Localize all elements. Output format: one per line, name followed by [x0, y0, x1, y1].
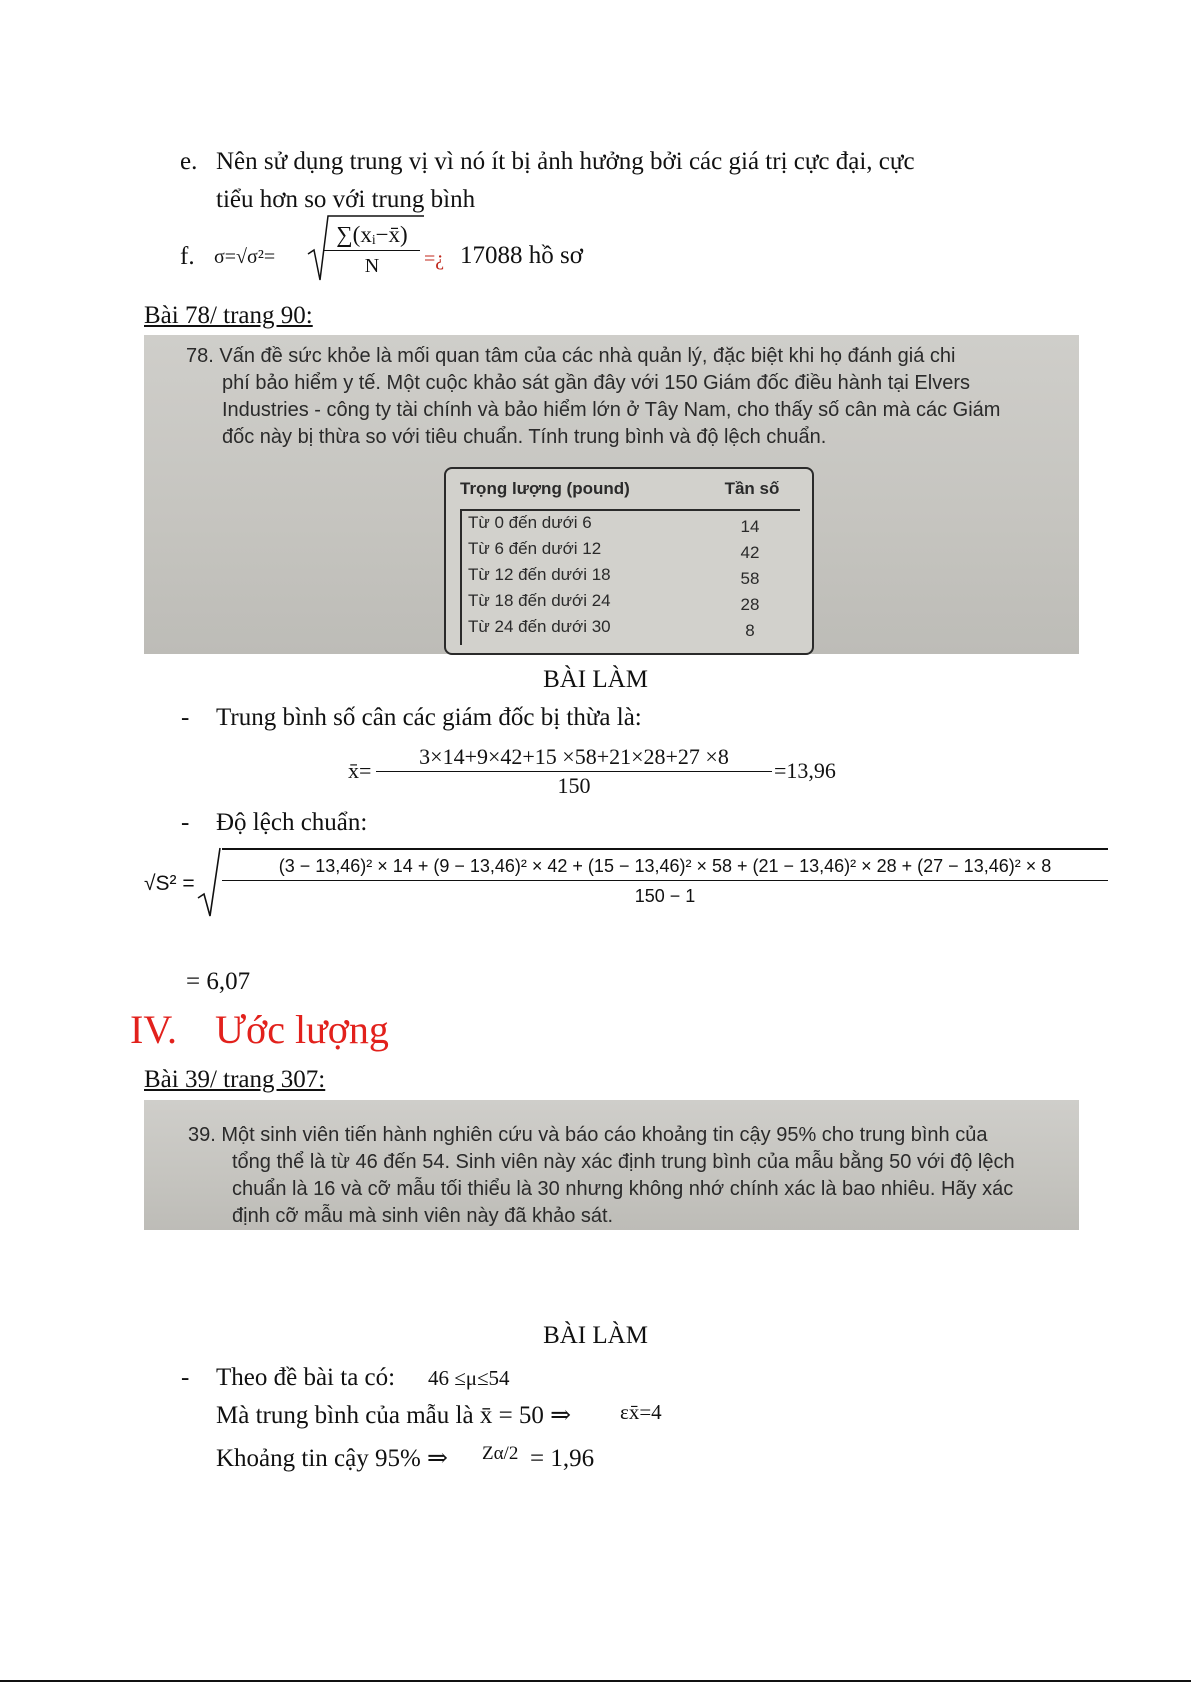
mean-fraction [376, 744, 772, 799]
mean-lhs: x̄= [348, 758, 372, 783]
sd-radical-hook [196, 846, 222, 918]
sigma-result: 17088 hồ sơ [460, 242, 583, 269]
ex39-photo-line4: định cỡ mẫu mà sinh viên này đã khảo sát. [232, 1205, 614, 1227]
item-e-marker: e. [180, 148, 198, 175]
table-row-range: Từ 6 đến dưới 12 [468, 539, 602, 558]
sd-fraction [222, 856, 1108, 907]
table-row-freq: 14 [740, 517, 760, 536]
ex78-sd-intro: Độ lệch chuẩn: [216, 809, 368, 836]
sigma-fraction [324, 222, 420, 278]
mean-denominator: 150 [557, 773, 591, 798]
sigma-denominator: N [364, 255, 380, 277]
table-row-freq: 58 [740, 569, 760, 588]
sigma-equals: =¿ [424, 248, 445, 270]
table-row-freq: 42 [740, 543, 760, 562]
ex78-mean-intro: Trung bình số cân các giám đốc bị thừa là: [216, 704, 642, 731]
item-e-line2: tiểu hơn so với trung bình [216, 186, 476, 213]
ex39-line1-math: 46 ≤μ≤54 [428, 1366, 510, 1390]
table-row-freq: 28 [740, 595, 760, 614]
ex78-solution-title: BÀI LÀM [543, 666, 648, 693]
section-numeral: IV. [130, 1007, 178, 1052]
table-header-frequency: Tần số [724, 479, 780, 498]
ex78-heading: Bài 78/ trang 90: [144, 302, 313, 329]
ex39-solution-title: BÀI LÀM [543, 1322, 648, 1349]
ex78-photo-line4: đốc này bị thừa so với tiêu chuẩn. Tính trung bình và độ lệch chuẩn. [222, 426, 827, 448]
bullet-dash: - [181, 704, 190, 731]
bullet-dash: - [181, 809, 190, 836]
sd-radical-bar [222, 848, 1108, 850]
sd-denominator: 150 − 1 [634, 886, 696, 906]
table-row [460, 617, 800, 643]
sigma-formula-left: σ=√σ²= [214, 246, 276, 268]
table-row [460, 565, 800, 591]
table-row-range: Từ 12 đến dưới 18 [468, 565, 611, 584]
ex78-photo-line2: phí bảo hiểm y tế. Một cuộc khảo sát gần đây với 150 Giám đốc điều hành tại Elvers [222, 372, 970, 394]
ex39-photo-line3: chuẩn là 16 và cỡ mẫu tối thiểu là 30 nhưng không nhớ chính xác là bao nhiêu. Hãy xác [232, 1178, 1014, 1200]
table-row [460, 539, 800, 565]
ex39-problem-photo [144, 1100, 1079, 1230]
weight-frequency-table [444, 467, 814, 655]
ex78-photo-line1: 78. Vấn đề sức khỏe là mối quan tâm của các nhà quản lý, đặc biệt khi họ đánh giá chi [186, 345, 956, 367]
ex39-line3-z: Zα/2 [482, 1443, 519, 1464]
section-title: Ước lượng [215, 1007, 389, 1052]
sd-lhs: √S² = [144, 872, 195, 895]
table-header [460, 479, 800, 507]
sd-result: = 6,07 [186, 968, 251, 995]
table-row [460, 513, 800, 539]
sigma-numerator: ∑(xᵢ−x̄) [324, 222, 420, 251]
item-e-line1: Nên sử dụng trung vị vì nó ít bị ảnh hưởng bởi các giá trị cực đại, cực [216, 148, 915, 175]
ex39-line3-text: Khoảng tin cậy 95% ⇒ [216, 1445, 449, 1472]
ex78-photo-line3: Industries - công ty tài chính và bảo hiểm lớn ở Tây Nam, cho thấy số cân mà các Giám [222, 399, 1001, 421]
ex39-line3-result: = 1,96 [530, 1445, 595, 1472]
ex39-heading: Bài 39/ trang 307: [144, 1066, 326, 1093]
table-row-range: Từ 0 đến dưới 6 [468, 513, 592, 532]
table-header-rule [460, 509, 800, 511]
bullet-dash: - [181, 1364, 190, 1391]
table-row [460, 591, 800, 617]
table-row-range: Từ 18 đến dưới 24 [468, 591, 611, 610]
item-f-marker: f. [180, 243, 195, 270]
mean-result: =13,96 [774, 758, 836, 783]
ex39-photo-line2: tổng thể là từ 46 đến 54. Sinh viên này xác định trung bình của mẫu bằng 50 với độ lệch [232, 1151, 1015, 1173]
ex39-line2-math: εx̄=4 [620, 1400, 662, 1424]
table-row-range: Từ 24 đến dưới 30 [468, 617, 611, 636]
page-bottom-rule [0, 1680, 1191, 1682]
ex39-line1-text: Theo đề bài ta có: [216, 1364, 396, 1391]
sd-numerator: (3 − 13,46)² × 14 + (9 − 13,46)² × 42 + (15 − 13,46)² × 58 + (21 − 13,46)² × 28 + (27 − 13,46)² × 8 [222, 856, 1108, 881]
ex39-line2-text: Mà trung bình của mẫu là x̄ = 50 ⇒ [216, 1402, 572, 1429]
ex39-photo-line1: 39. Một sinh viên tiến hành nghiên cứu và báo cáo khoảng tin cậy 95% cho trung bình của [188, 1124, 988, 1146]
mean-numerator: 3×14+9×42+15 ×58+21×28+27 ×8 [376, 744, 772, 772]
table-row-freq: 8 [745, 621, 755, 640]
table-header-weight: Trọng lượng (pound) [460, 479, 630, 498]
